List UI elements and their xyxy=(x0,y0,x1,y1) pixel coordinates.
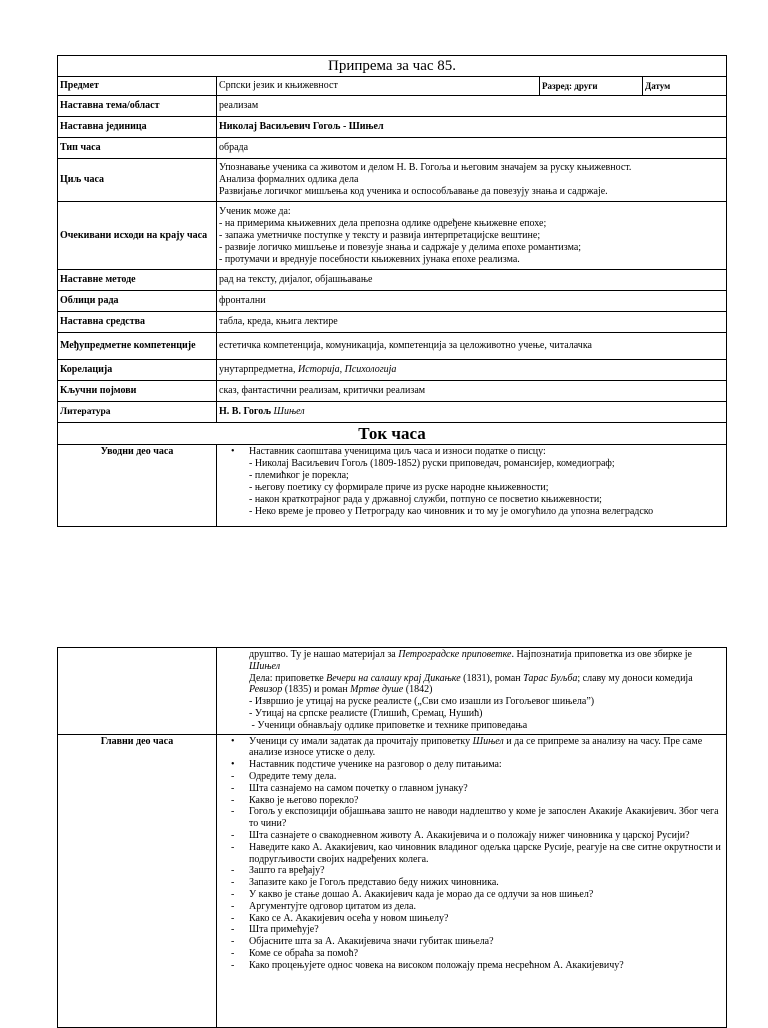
question-item: - Зашто га вређају? xyxy=(219,865,724,877)
key-terms-label: Кључни појмови xyxy=(58,381,217,402)
intro-line: - његову поетику су формирале приче из руске народне књижевности; xyxy=(249,482,549,493)
question-item: - Аргументујте одговор цитатом из дела. xyxy=(219,901,724,913)
question-item: - Одредите тему дела. xyxy=(219,771,724,783)
lesson-flow-title: Ток часа xyxy=(58,423,727,445)
plan-title: Припрема за час 85. xyxy=(58,56,727,77)
intro-line: - након краткотрајног рада у државној служби, потпуно се посветио књижевности; xyxy=(249,494,602,505)
intro-bullet: • Наставник саопштава ученицима циљ часа и износи податке о писцу: xyxy=(219,446,724,458)
competences-label: Међупредметне компетенције xyxy=(58,333,217,360)
lesson-flow-table xyxy=(57,647,727,1028)
intro-line: - Неко време је провео у Петрограду као чиновник и то му је омогућило да упозна велеградско xyxy=(249,506,654,517)
subject-label: Предмет xyxy=(58,77,217,96)
question-item: - У какво је стање дошао А. Акакијевич када је морао да се одлучи за нов шињел? xyxy=(219,889,724,901)
main-part-content xyxy=(217,734,727,1027)
intro-label: Уводни део часа xyxy=(58,445,217,527)
question-item: - Како процењујете однос човека на високом положају према несрећном А. Акакијевичу? xyxy=(219,960,724,972)
lesson-type-label: Тип часа xyxy=(58,138,217,159)
goal-value: Упознавање ученика са животом и делом Н. В. Гогоља и његовим значајем за руску књижевност. Анализа формалних одлика дела Развијање логичког мишљења код ученика и оспособљавање да повезују знања и садржаје. xyxy=(217,159,727,202)
correlation-plain: унутарпредметна, xyxy=(219,364,298,375)
methods-label: Наставне методе xyxy=(58,270,217,291)
topic-value: реализам xyxy=(217,96,727,117)
resources-label: Наставна средства xyxy=(58,312,217,333)
intro-continued-paragraph: друштво. Ту је нашао материјал за Петроградске приповетке. Најпознатија приповетка из ове збирке је Шињел xyxy=(249,649,692,672)
question-item: - Објасните шта за А. Акакијевича значи губитак шињела? xyxy=(219,936,724,948)
topic-label: Наставна тема/област xyxy=(58,96,217,117)
lesson-plan-table xyxy=(57,55,727,527)
main-bullet: • Наставник подстиче ученике на разговор о делу питањима: xyxy=(219,759,724,771)
key-terms-value: сказ, фантастични реализам, критички реализам xyxy=(217,381,727,402)
question-item: - Шта примећује? xyxy=(219,924,724,936)
literature-value xyxy=(217,402,727,423)
resources-value: табла, креда, књига лектире xyxy=(217,312,727,333)
grade-label: Разред: други xyxy=(540,77,643,96)
works-paragraph: Дела: приповетке Вечери на салашу крај Дикањке (1831), роман Тарас Буљба; славу му доноси комедија Ревизор (1835) и роман Мртве душе (1842) xyxy=(249,672,693,696)
literature-title: Шињел xyxy=(273,406,305,417)
question-item: - Какво је његово порекло? xyxy=(219,795,724,807)
unit-value: Николај Васиљевич Гогољ - Шињел xyxy=(217,117,727,138)
question-item: - Шта сазнајете о свакодневном животу А. Акакијевича и о положају нижег чиновника у царској Русији? xyxy=(219,830,724,842)
literature-author: Н. В. Гогољ xyxy=(219,406,274,417)
question-item: - Шта сазнајемо на самом почетку о главном јунаку? xyxy=(219,783,724,795)
intro-continued-content xyxy=(217,648,727,735)
correlation-label: Корелација xyxy=(58,360,217,381)
influence-line: - Ученици обнављају одлике приповетке и технике приповедања xyxy=(249,719,528,731)
influence-line: - Извршио је утицај на руске реалисте („Сви смо изашли из Гогољевог шињела”) xyxy=(249,696,595,708)
methods-value: рад на тексту, дијалог, објашњавање xyxy=(217,270,727,291)
work-forms-value: фронтални xyxy=(217,291,727,312)
intro-continued-label xyxy=(58,648,217,735)
main-part-label: Главни део часа xyxy=(58,734,217,1027)
intro-content xyxy=(217,445,727,527)
unit-label: Наставна јединица xyxy=(58,117,217,138)
outcomes-value: Ученик може да: - на примерима књижевних дела препозна одлике одређене књижевне епохе; - запажа уметничке поступке у тексту и развија интерпретацијске вештине; - развије логичко мишљење и повезује знања и садржаје у делима епохе романтизма; - протумачи и вреднује посебности књижевних јунака епохе реализма. xyxy=(217,202,727,270)
correlation-value xyxy=(217,360,727,381)
intro-line: - племићког је порекла; xyxy=(249,470,349,481)
question-item: - Запазите како је Гогољ представио беду нижих чиновника. xyxy=(219,877,724,889)
competences-value: естетичка компетенција, комуникација, компетенција за целоживотно учење, читалачка xyxy=(217,333,727,360)
correlation-italic: Историја, Психологија xyxy=(297,364,397,375)
question-item: - Како се А. Акакијевич осећа у новом шињелу? xyxy=(219,913,724,925)
influence-line: - Утицај на српске реалисте (Глишић, Сремац, Нушић) xyxy=(249,707,483,719)
date-label: Датум xyxy=(643,77,727,96)
subject-value: Српски језик и књижевност xyxy=(217,77,540,96)
work-forms-label: Облици рада xyxy=(58,291,217,312)
main-bullet: • Ученици су имали задатак да прочитају приповетку Шињел и да се припреме за анализу на часу. Пре саме анализе износе утиске о делу. xyxy=(219,736,724,760)
outcomes-label: Очекивани исходи на крају часа xyxy=(58,202,217,270)
lesson-type-value: обрада xyxy=(217,138,727,159)
intro-line: - Николај Васиљевич Гогољ (1809-1852) руски приповедач, романсијер, комедиограф; xyxy=(249,458,615,469)
literature-label: Литература xyxy=(58,402,217,423)
question-item: - Коме се обраћа за помоћ? xyxy=(219,948,724,960)
goal-label: Циљ часа xyxy=(58,159,217,202)
question-item: - Наведите како А. Акакијевич, као чиновник владиног одељка царске Русије, реагује на све ситне окрутности и подругљивости својих надређених колега. xyxy=(219,842,724,866)
question-item: - Гогољ у експозицији објашњава зашто не наводи надлештво у коме је запослен Акакије Акакијевич. Због чега то чини? xyxy=(219,806,724,830)
